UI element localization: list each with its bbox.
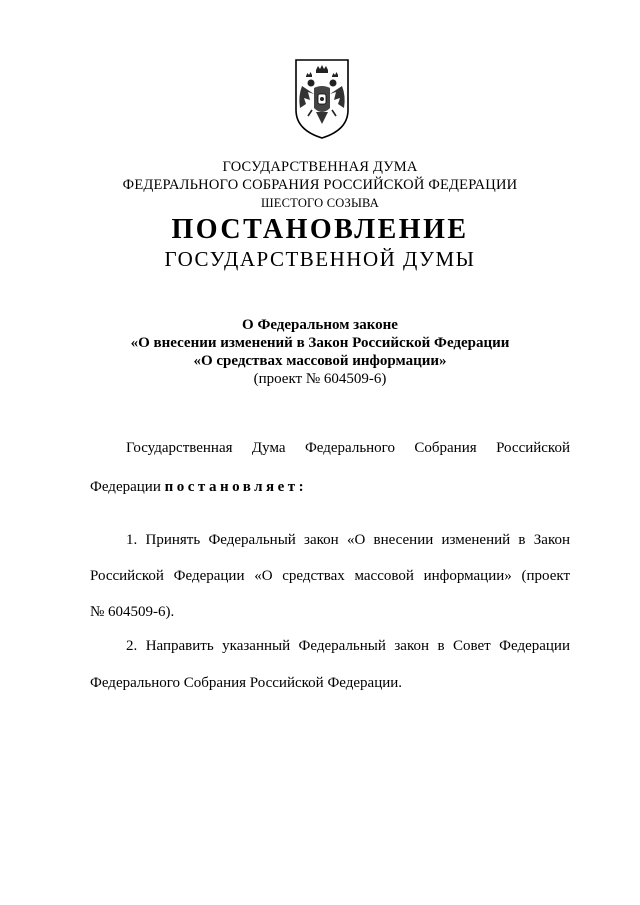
item-2-line-1: 2. Направить указанный Федеральный закон в Совет Федерации (126, 638, 570, 654)
preamble-line-2 (90, 479, 570, 496)
subject-line-3: «О средствах массовой информации» (193, 353, 447, 369)
state-emblem-icon (292, 58, 352, 140)
decree-verb: постановляет: (164, 479, 308, 495)
document-type-subtitle: ГОСУДАРСТВЕННОЙ ДУМЫ (164, 247, 476, 271)
item-1-line-1: 1. Принять Федеральный закон «О внесении изменений в Закон (126, 532, 570, 548)
preamble-prefix: Федерации (90, 479, 161, 495)
issuer-line-2: ФЕДЕРАЛЬНОГО СОБРАНИЯ РОССИЙСКОЙ ФЕДЕРАЦИИ (122, 177, 518, 193)
item-1-line-2: Российской Федерации «О средствах массовой информации» (проект (90, 568, 570, 584)
item-1-line-3: № 604509-6). (90, 604, 175, 620)
preamble-line-1: Государственная Дума Федерального Собрания Российской (126, 440, 570, 456)
subject-line-2: «О внесении изменений в Закон Российской Федерации (130, 335, 510, 351)
subject-block (0, 316, 640, 388)
bill-number: (проект № 604509-6) (253, 371, 387, 387)
convocation-line: ШЕСТОГО СОЗЫВА (260, 196, 380, 210)
issuer-header (0, 158, 640, 212)
subject-line-1: О Федеральном законе (242, 317, 398, 333)
item-2-line-2: Федерального Собрания Российской Федерации. (90, 675, 403, 691)
document-type-title: ПОСТАНОВЛЕНИЕ (171, 214, 469, 245)
issuer-line-1: ГОСУДАРСТВЕННАЯ ДУМА (222, 159, 418, 175)
